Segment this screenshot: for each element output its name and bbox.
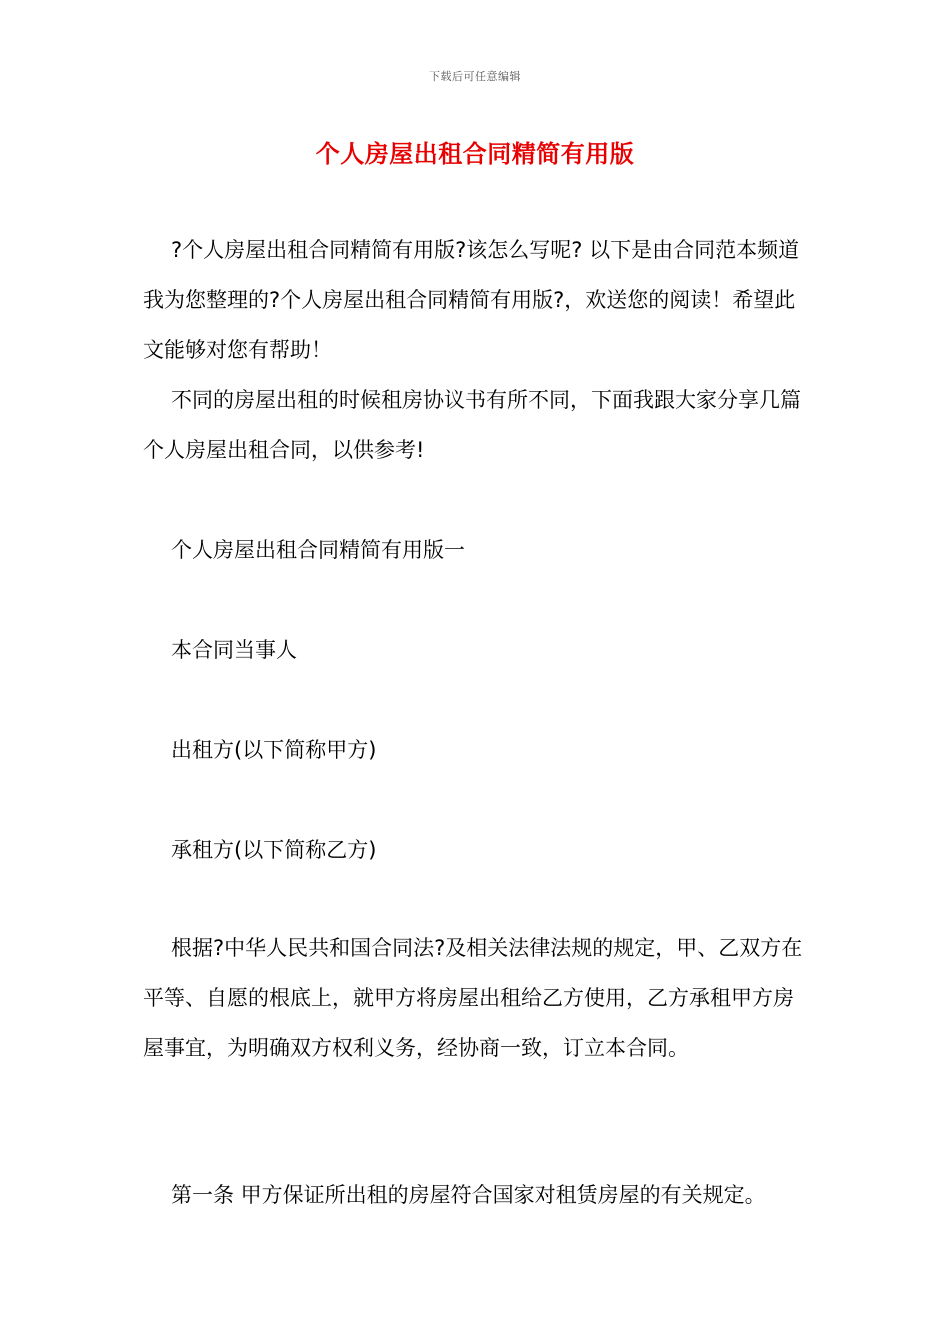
paragraph-article-1: 第一条 甲方保证所出租的房屋符合国家对租赁房屋的有关规定。	[171, 1183, 766, 1207]
header-note: 下载后可任意编辑	[429, 70, 521, 83]
paragraph-lessor: 出租方(以下简称甲方)	[171, 738, 377, 762]
paragraph-section-heading: 个人房屋出租合同精简有用版一	[171, 538, 465, 562]
paragraph-lessee: 承租方(以下简称乙方)	[171, 838, 377, 862]
paragraph-parties: 本合同当事人	[171, 638, 297, 662]
document-title: 个人房屋出租合同精简有用版	[315, 140, 635, 168]
paragraph-preface: 不同的房屋出租的时候租房协议书有所不同，下面我跟大家分享几篇个人房屋出租合同，以供参考!	[143, 388, 801, 462]
paragraph-intro: ?个人房屋出租合同精简有用版?该怎么写呢? 以下是由合同范本频道我为您整理的?个人房屋出租合同精简有用版?，欢送您的阅读！希望此文能够对您有帮助！	[143, 238, 800, 362]
paragraph-basis: 根据?中华人民共和国合同法?及相关法律法规的规定，甲、乙双方在平等、自愿的根底上，就甲方将房屋出租给乙方使用，乙方承租甲方房屋事宜，为明确双方权利义务，经协商一致，订立本合同。	[143, 936, 803, 1060]
